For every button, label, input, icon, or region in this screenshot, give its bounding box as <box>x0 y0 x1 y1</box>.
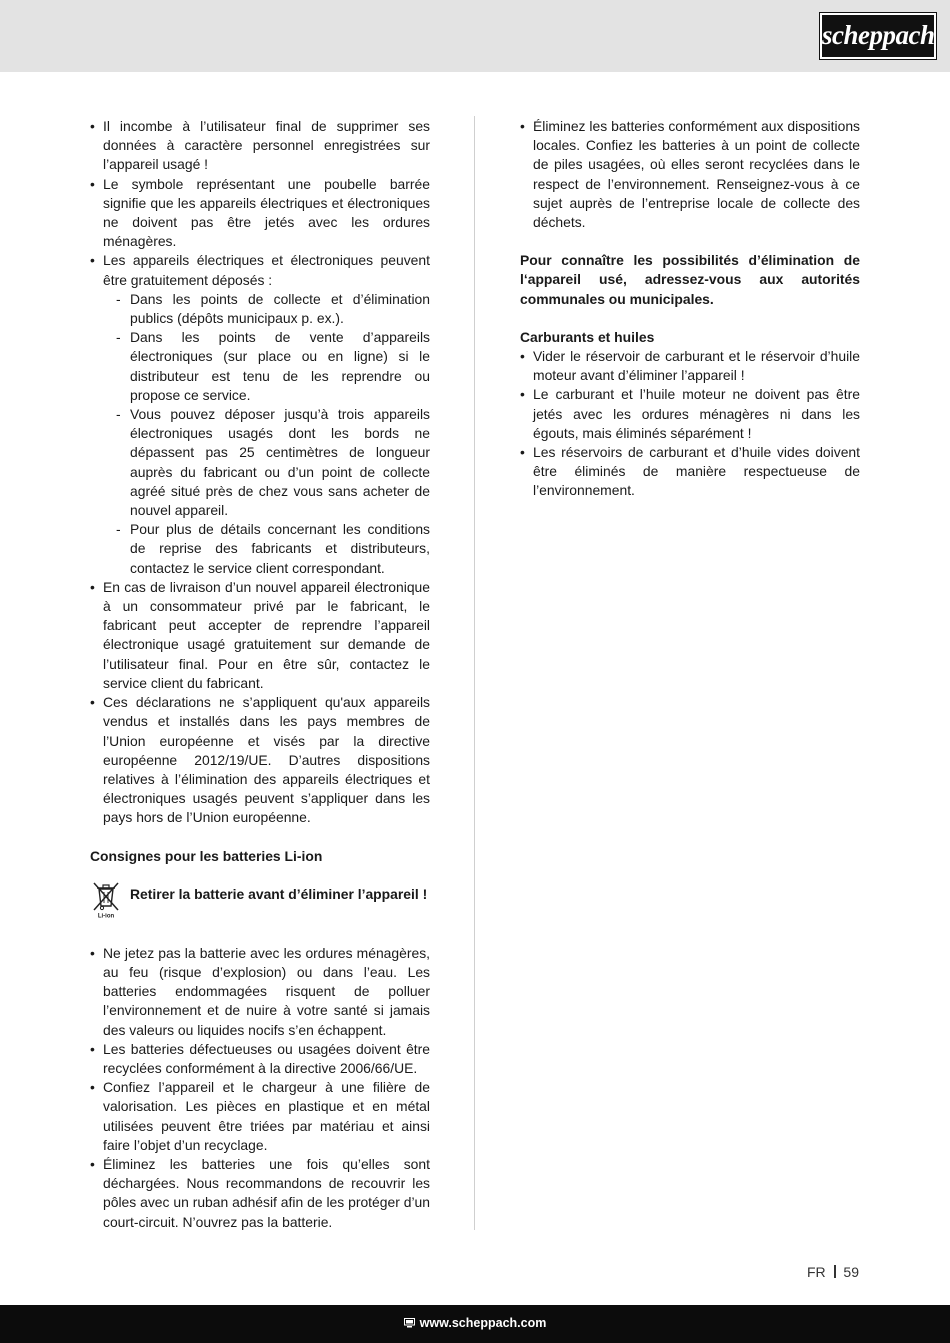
footer-bar <box>0 1305 950 1343</box>
sub-list-item: - Dans les points de collecte et d’élimination publics (dépôts municipaux p. ex.). <box>116 290 430 327</box>
page-separator <box>834 1265 836 1278</box>
sub-list-item: - Pour plus de détails concernant les conditions de reprise des fabricants et distributeurs, contactez le service client correspondant. <box>116 521 430 576</box>
list-item: • Le symbole représentant une poubelle barrée signifie que les appareils électriques et électroniques ne doivent pas être jetés avec les ordures ménagères. <box>90 175 430 252</box>
list-item: • Les réservoirs de carburant et d’huile vides doivent être éliminés de manière respectueuse de l’environnement. <box>520 443 860 501</box>
header-bar <box>0 0 950 72</box>
battery-warning <box>90 885 430 925</box>
list-item: • Éliminez les batteries conformément aux dispositions locales. Confiez les batteries à un point de collecte de piles usagées, où elles seront recyclées dans le respect de l’environnement. Renseignez-vous à ce sujet auprès de l’entreprise locale de collecte des déchets. <box>520 117 860 232</box>
list-item: • Ne jetez pas la batterie avec les ordures ménagères, au feu (risque d’explosion) ou dans l’eau. Les batteries endommagées risquent de polluer l’environnement et de nuire à votre santé si jamais des valeurs ou liquides nocifs s’en échappent. <box>90 944 430 1040</box>
list-item: • Les batteries défectueuses ou usagées doivent être recyclées conformément à la directive 2006/66/UE. <box>90 1040 430 1078</box>
collection-points-list <box>103 290 430 578</box>
sub-list-item-text: Dans les points de collecte et d’élimination publics (dépôts municipaux p. ex.). <box>130 290 430 327</box>
sub-list-item-text: Dans les points de vente d’appareils électroniques (sur place ou en ligne) si le distributeur est tenu de les reprendre ou propose ce service. <box>130 329 430 403</box>
sub-list-item: - Dans les points de vente d’appareils électroniques (sur place ou en ligne) si le distributeur est tenu de les reprendre ou propose ce service. <box>116 329 430 403</box>
left-column <box>90 117 430 1232</box>
list-item: • Vider le réservoir de carburant et le réservoir d’huile moteur avant d’éliminer l’appareil ! <box>520 347 860 385</box>
fuel-heading: Carburants et huiles <box>520 328 655 345</box>
list-item: • Confiez l’appareil et le chargeur à une filière de valorisation. Les pièces en plastique et en métal utilisées peuvent être triées par matériau et ainsi faire l’objet d’un recyclage. <box>90 1078 430 1155</box>
page-number <box>807 1264 859 1280</box>
fuel-list <box>520 347 860 501</box>
sub-list-item-text: Vous pouvez déposer jusqu’à trois appareils électroniques usagés dont les bords ne dépassent pas 25 centimètres de longueur auprès du fabricant ou d’un point de collecte agréé situé près de chez vous sans acheter de nouvel appareil. <box>130 406 430 519</box>
disposal-list <box>90 117 430 828</box>
list-item: • Éliminez les batteries une fois qu’elles sont déchargées. Nous recommandons de recouvrir les pôles avec un ruban adhésif afin de les protéger d’un court-circuit. N’ouvrez pas la batterie. <box>90 1155 430 1232</box>
battery-warning-text: Retirer la batterie avant d’éliminer l’appareil ! <box>130 885 428 902</box>
battery-list <box>90 944 430 1232</box>
footer-link[interactable] <box>0 1316 950 1330</box>
list-item: • Ces déclarations ne s’appliquent qu'aux appareils vendus et installés dans les pays membres de l’Union européenne et visés par la directive européenne 2012/19/UE. D’autres dispositions relatives à l’élimination des appareils électriques et électroniques usagés peuvent s’appliquer dans les pays hors de l’Union européenne. <box>90 693 430 827</box>
list-item: • Le carburant et l’huile moteur ne doivent pas être jetés avec les ordures ménagères ni dans les égouts, mais éliminés séparément ! <box>520 385 860 443</box>
battery-icon-label: Li-ion <box>97 913 115 919</box>
sub-list-item: - Vous pouvez déposer jusqu’à trois appareils électroniques usagés dont les bords ne dépassent pas 25 centimètres de longueur auprès du fabricant ou d’un point de collecte agréé situé près de chez vous sans acheter de nouvel appareil. <box>116 406 430 519</box>
disposal-notice: Pour connaître les possibilités d’élimination de l‘appareil usé, adressez-vous aux autorités communales ou municipales. <box>520 252 860 307</box>
crossed-bin-icon <box>90 879 122 919</box>
list-item <box>90 251 430 577</box>
monitor-icon <box>404 1318 415 1328</box>
footer-url[interactable]: www.scheppach.com <box>419 1316 547 1330</box>
right-column <box>520 117 860 501</box>
list-item: • En cas de livraison d’un nouvel appareil électronique à un consommateur privé par le fabricant, le fabricant peut accepter de reprendre l’appareil électronique usagé gratuitement sur demande de l’utilisateur final. Pour en être sûr, contactez le service client du fabricant. <box>90 578 430 693</box>
list-item: • Il incombe à l’utilisateur final de supprimer ses données à caractère personnel enregistrées sur l’appareil usagé ! <box>90 117 430 175</box>
list-item-text: Les appareils électriques et électroniques peuvent être gratuitement déposés : <box>103 252 430 288</box>
brand-logo: scheppach <box>820 13 936 59</box>
column-divider <box>474 116 475 1230</box>
battery-disposal-list <box>520 117 860 232</box>
sub-list-item-text: Pour plus de détails concernant les conditions de reprise des fabricants et distributeurs, contactez le service client correspondant. <box>130 521 430 576</box>
page-lang: FR <box>806 1264 826 1280</box>
page-num: 59 <box>843 1264 859 1280</box>
battery-heading: Consignes pour les batteries Li-ion <box>90 847 323 864</box>
